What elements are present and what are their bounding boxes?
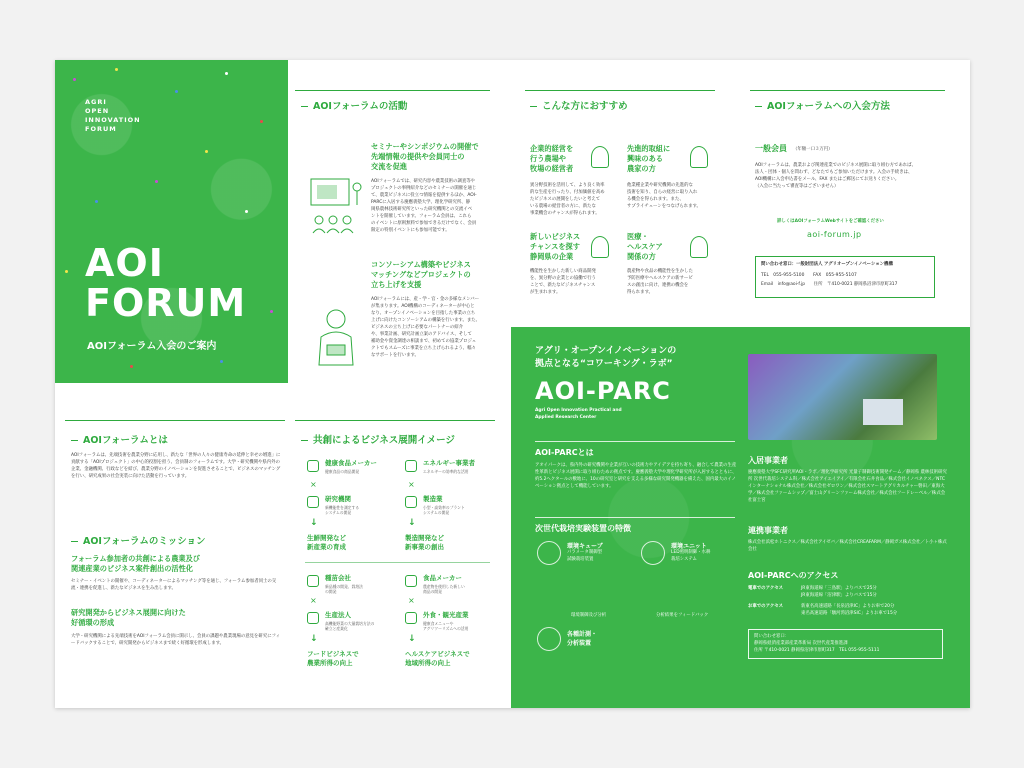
divider [305,562,490,563]
equipment-2: 環境ユニット [671,543,707,550]
flow-d2-sub: 健康食メニューや アグリツーリズムへの活用 [423,621,469,631]
arrow-down-icon: ↓ [310,634,318,644]
cross-icon: × [408,480,415,489]
activity-1-title: セミナーやシンポジウムの開催で 先端情報の提供や会員同士の 交流を促進 [371,142,479,171]
access-car-label: お車でのアクセス [748,604,783,609]
flow-b2: 製造業 [423,495,443,503]
flow-a1-sub: 健康食品の商品開発 [325,469,360,474]
equipment-1: 環境キューブ [567,543,603,550]
access-heading: AOI-PARCへのアクセス [748,571,839,580]
access-car: 新東名高速道路「長泉沼津IC」よりお車で20分 東名高速道路「駿河湾沼津SIC」よりお車で15分 [801,604,898,616]
flow-b3: 製造開発など 新事業の創出 [405,534,444,551]
flow-a2-sub: 新機能性を測定する システムの開発 [325,505,360,515]
cross-icon: × [408,596,415,605]
flow-a3: 生鮮開発など 新産業の育成 [307,534,346,551]
persona-2-text: 他業種企業や研究機関の先進的な 技術を知り、自らの経営に取り入れ る機会を得られます。また、 サプライチェーンをつなげられます。 [627,183,701,209]
brochure-spread [55,60,970,708]
access-train-label: 電車でのアクセス [748,586,783,591]
flow-a1: 健康食品メーカー [325,459,377,467]
partners-text: 株式会社浜松ホトニクス／株式会社アイゼバ／株式会社CREAFARM／静岡ガス株式会社／ト小ヶ株式会社 [748,540,947,552]
cross-icon: × [310,596,317,605]
seminar-illustration-icon [309,175,369,250]
flow-b2-sub: 小型・高効率のプラント システムの開発 [423,505,465,515]
divider [535,441,735,442]
arrow-down-icon: ↓ [310,518,318,528]
persona-1-text: 異分野技術を活用して、より良く効率 的な生産を行ったり、付加価値を高め たビジネスの展開をしたいと考えて いる農場の経営者の方に、新たな 事業機会のチャンスが得られます。 [530,183,605,216]
activity-2-title: コンソーシアム構築やビジネス マッチングなどプロジェクトの 立ち上げを支援 [371,260,471,289]
factory-icon [405,496,417,508]
persona-4-text: 農産物や食品の機能性を生かした 予防医療やヘルスケアの新サービ スの創出に向け、連携の機会を 得られます。 [627,269,693,295]
parc-name-sub: Agri Open Innovation Practical and Applied Research Center [535,408,622,420]
health-food-icon [307,460,319,472]
parc-tagline: アグリ・オープンイノベーションの 拠点となる“コワーキング・ラボ” [535,346,677,369]
flow-c1-sub: 新品種の開発、栽培法 の開発 [325,584,363,594]
join-heading: AOIフォーラムへの入会方法 [755,98,890,112]
join-contact-box [755,256,935,298]
join-contact-tel: TEL 055-955-5100 FAX 055-955-5107 [761,273,857,278]
mission-2-text: 大学・研究機関による先端技術をAOIフォーラム会員に開示し、会員の課題や農業現場の意見を研究にフィードバックすることで、研究開発からビジネスまで続く好循環を形成します。 [71,634,281,646]
divider [535,517,735,518]
flow-d3: ヘルスケアビジネスで 地域所得の向上 [405,650,470,667]
persona-4-title: 医療・ ヘルスケア 関係の方 [627,232,663,261]
divider [525,90,715,91]
equipment-1-sub: パラメータ制御型 試験栽培装置 [567,550,602,562]
access-train: JR東海道線「三島駅」よりバスで25分 JR東海道線「沼津駅」よりバスで15分 [801,586,877,598]
partners-heading: 連携事業者 [748,526,788,535]
farmer-icon [591,146,609,168]
parc-name: AOI-PARC [535,377,671,405]
measurement-icon [537,627,561,651]
mission-heading: AOIフォーラムのミッション [71,533,206,547]
flow-b1-sub: エネルギーの効率的な活用 [423,469,469,474]
activity-1-text: AOIフォーラムでは、研究内容や農業技術の調査等や プロジェクトの事例紹介などのセミナーの開催を通じ て、農業ビジネスに役立つ情報を提供するほか、AOI- PARCに入居する慶應義塾大学、理化学研究所、静 岡県農林技術研究所といった研究機関との交流イベ ントを開催しています。フォーラム会員は、これら のイベントに原則無料で参加できるだけでなく、会員 限定の特別イベントにも参加可能です。 [371,179,477,233]
activities-heading: AOIフォーラムの活動 [301,98,407,112]
forum-url-link[interactable]: aoi-forum.jp [807,230,862,239]
tenants-text: 慶應義塾大学SFC研究所AOI・ラボ／理化学研究所 光量子制御技術開発チーム／静岡県 農林技術研究所 次世代栽培システム科／株式会社アイエイアイ／有限会社石井食品／株式会社イノベネクス／NTCインターナショナル株式会社／株式会社ゼロワン／株式会社スマートアグリカルチャー磐田／東海大学／株式会社ファームシップ／富士山グリーンファーム株式会社／株式会社フードレーベル／株式会社富士宮 [748,470,947,503]
join-contact-title: 問い合わせ窓口：一般財団法人 アグリオープンイノベーション機構 [761,262,893,267]
environment-cube-icon [537,541,561,565]
parc-about-text: アオイパークは、県内外の研究機関や企業が互いの技術力やアイデアを持ち寄り、融合して農業の生産性革新とビジネス展開に取り組むための拠点です。慶應義塾大学や理化学研究所が入居するとともに、約5.2ヘクタールの敷地に、10の研究室と研究を支える多様な研究開発機器を備えた、国内最大のイノベーション拠点として機能しています。 [535,463,737,489]
flow-b1: エネルギー事業者 [423,459,475,467]
flow-d1: 食品メーカー [423,574,462,582]
divider [295,420,495,421]
equipment-3: 各種計測・ 分析装置 [567,631,598,647]
persona-2-title: 先進的取組に 興味のある 農家の方 [627,144,671,173]
facility-photo [748,354,937,440]
cocreate-heading: 共創によるビジネス展開イメージ [301,432,455,446]
tenants-heading: 入居事業者 [748,456,788,465]
flow-c1: 種苗会社 [325,574,351,582]
member-fee: （年額一口３万円） [793,147,833,152]
cover-subtitle: AOIフォーラム入会のご案内 [87,341,217,352]
cover-small-logo: AGRI OPEN INNOVATION FORUM [85,98,141,133]
cover-title: AOI FORUM [85,241,247,325]
loop-label-2: 分析結果をフィードバック [656,613,709,618]
flow-a2: 研究機関 [325,495,351,503]
farmer-icon [307,612,319,624]
divider [750,90,945,91]
flow-c2: 生産法人 [325,611,351,619]
environment-unit-icon [641,541,665,565]
farmer-icon [690,146,708,168]
restaurant-icon [405,612,417,624]
about-text: AOIフォーラムは、先端技術を農業分野に応用し、新たな「世界の人々の健康寿命の延伸と幸せの増進」に貢献する「AOIプロジェクト」の中心的役割を担う、会員制のフォーラムです。大学・研究機関や県内外の企業、金融機関、行政などを結び、農業分野のイノベーションを促進させることで、ビジネスのマッチングを行い、研究成果の社会実装に向けた活動を行っています。 [71,453,281,479]
flow-d1-sub: 農産物を使用した新しい 商品の開発 [423,584,465,594]
flow-c2-sub: 高機能野菜の大量栽培方法の 確立と産業化 [325,621,375,631]
businessperson-icon [591,236,609,258]
flow-d2: 外食・観光産業 [423,611,469,619]
food-maker-icon [405,575,417,587]
member-text: AOIフォーラムは、農業および関連産業でのビジネス展開に取り組む方であれば、 法人・団体・個人を問わず、どなたでもご参加いただけます。入会の手続きは、 AOI機構に入会申込書をメール、FAX またはご郵送にてお送りください。 （入会に当たって審査等はございません） [755,163,916,189]
member-label: 一般会員 [755,144,787,153]
parc-contact-box [748,629,943,659]
persona-3-text: 機能性を生かした新しい商品開発 を、異分野の企業との協働で行う ことで、新たなビジネスチャンス が生まれます。 [530,269,596,295]
aoi-parc-panel [511,327,970,708]
consultant-illustration-icon [309,305,364,375]
equipment-2-sub: LED照明制御・水耕 栽培システム [671,550,711,562]
seed-icon [307,575,319,587]
doctor-icon [690,236,708,258]
join-contact-mail: Email info@aoi-f.jp 住所 〒410-0021 静岡県沼津市原町317 [761,282,898,287]
divider [295,90,490,91]
flow-c3: フードビジネスで 農業所得の向上 [307,650,359,667]
cross-icon: × [310,480,317,489]
cover-panel [55,60,288,383]
mission-1-text: セミナー・イベントの開催や、コーディネーターによるマッチング等を通じ、フォーラム参加者同士の交流・連携を促進し、新たなビジネスを生み出します。 [71,579,277,591]
divider [65,420,285,421]
research-icon [307,496,319,508]
arrow-down-icon: ↓ [408,634,416,644]
recommend-heading: こんな方におすすめ [530,98,628,112]
activity-2-text: AOIフォーラムには、産・学・官・金の多様なメンバー が集まります。AOI機構のコーディネーターが中心と なり、オープンイノベーションを目指した事業の立ち 上げに向けたコンソーシアムの構築を行います。また、 ビジネスの立ち上げに必要なパートナーの紹介 や、事業計画、研究計画立案のアドバイス、そして 補助金や資金調達の相談まで、初めての協業プロジェ クトでもスムーズに事業を立ち上げられるよう、幅々 なサポートを行います。 [371,297,481,358]
parc-about-heading: AOI-PARCとは [535,448,594,457]
persona-3-title: 新しいビジネス チャンスを探す 静岡県の企業 [530,232,581,261]
about-heading: AOIフォーラムとは [71,432,168,446]
equipment-heading: 次世代栽培実験装置の特徴 [535,524,631,533]
web-text: 詳しくはAOIフォーラムWebサイトをご確認ください [777,219,884,224]
mission-2-title: 研究開発からビジネス展開に向けた 好循環の形成 [71,608,186,627]
loop-label-1: 環境制御及び分析 [571,613,607,618]
parc-contact: 問い合わせ窓口： 静岡県経済産業部産業革新局 次世代産業推進課 住所 〒410-0021 静岡県沼津市原町317 TEL 055-955-5111 [754,634,880,653]
persona-1-title: 企業的経営を 行う農場や 牧場の経営者 [530,144,574,173]
arrow-down-icon: ↓ [408,518,416,528]
energy-icon [405,460,417,472]
mission-1-title: フォーラム参加者の共創による農業及び 関連産業のビジネス案件創出の活性化 [71,554,200,573]
